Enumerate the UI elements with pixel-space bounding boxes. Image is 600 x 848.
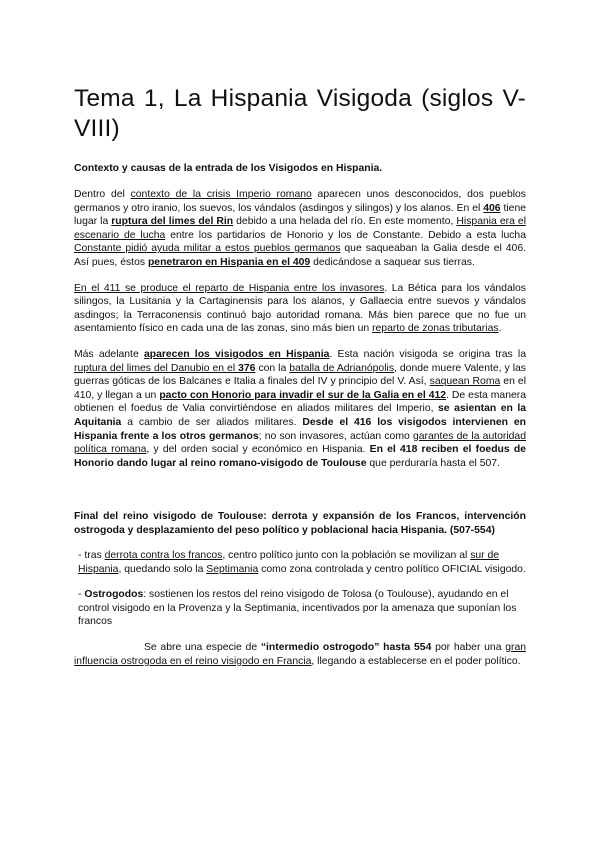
text-run: . La Bética para los vándalos silingos, la Lusitania y la Cartaginensis para los alanos, y Gallaecia entre suevos y vándalos asdingos; la Terraconensis continuó bajo autoridad romana. Más bien parece que no fue un asentamiento físico en cada una de las zonas, sino más bien un [74, 282, 527, 335]
emphasis-bold-underline: 376 [238, 362, 256, 374]
section-heading-context: Contexto y causas de la entrada de los Visigodos en Hispania. [74, 163, 383, 174]
text-run: que saqueaban la Galia desde el 406. Así pues, éstos [74, 243, 527, 268]
text-run: entre los partidarios de Honorio y los de Constante. Debido a esta lucha [165, 229, 526, 241]
text-run: como zona controlada y centro político OFICIAL visigodo. [258, 563, 526, 575]
emphasis-bold-underline: pacto con Honorio para invadir el sur de la Galia en el 412 [159, 389, 447, 401]
text-run: aparecen unos desconocidos, dos pueblos germanos y otro iranio, los suevos, los vándalos (asdingos y silingos) y los alanos. En el [74, 189, 526, 214]
bullet-paragraph [74, 549, 526, 576]
emphasis-underline: contexto de la crisis Imperio romano [130, 189, 312, 200]
text-run: , donde muere Valente, y las guerras góticas de los Balcanes e Italia a finales del IV y principio del V. Así, [74, 362, 526, 388]
text-run: con la [255, 362, 290, 374]
text-run: Dentro del [74, 189, 131, 200]
emphasis-bold: se asientan en la Aquitania [74, 403, 526, 428]
emphasis-bold: “intermedio ostrogodo” hasta 554 [260, 642, 432, 654]
text-run: . Esta nación visigoda se origina tras la [329, 348, 527, 360]
emphasis-bold-underline: aparecen los visigodos en Hispania [143, 348, 330, 360]
text-run: . De esta manera obtienen el foedus de Valia convirtiéndose en aliados militares del Imperio, [74, 389, 527, 415]
emphasis-underline: Septimania [206, 563, 259, 575]
page-title: Tema 1, La Hispania Visigoda (siglos V-VIII) [74, 85, 526, 142]
emphasis-underline: garantes de la autoridad política romana [74, 430, 526, 456]
text-run: Se abre una especie de [144, 642, 261, 654]
text-run: , llegando a establecerse en el poder político. [311, 655, 521, 667]
text-run: tiene lugar la [74, 202, 527, 228]
emphasis-bold-underline: ruptura del limes del Rin [111, 216, 234, 228]
text-run: : sostienen los restos del reino visigodo de Tolosa (o Toulouse), ayudando en el control visigodo en la Provenza y la Septimania, incentivados por la amenaza que suponían los francos [78, 589, 517, 628]
text-run: debido a una helada del río. En este momento, [233, 216, 457, 228]
text-run: . [498, 323, 502, 335]
document-page [74, 84, 526, 680]
emphasis-bold-underline: penetraron en Hispania en el 409 [147, 256, 311, 268]
text-run: - [78, 589, 85, 601]
emphasis-underline: sur de Hispania [78, 550, 500, 575]
text-run: ; no son invasores, actúan como [258, 430, 413, 442]
text-run: en el 410, y llegan a un [74, 376, 526, 401]
text-run: dedicándose a saquear sus tierras. [310, 256, 475, 268]
emphasis-bold: Desde el 416 los visigodos intervienen en Hispania frente a los otros germanos [74, 416, 526, 442]
paragraph [74, 348, 526, 470]
emphasis-underline: ruptura del limes del Danubio en el [74, 362, 239, 374]
text-run: , centro político junto con la población se movilizan al [222, 550, 471, 562]
emphasis-underline: reparto de zonas tributarias [372, 323, 499, 335]
paragraph [74, 188, 526, 270]
section-heading-final: Final del reino visigodo de Toulouse: derrota y expansión de los Francos, intervención ostrogoda y desplazamiento del peso político y poblacional hacia Hispania. (507-554) [74, 511, 526, 536]
text-run: por haber una [431, 642, 506, 654]
emphasis-underline: En el 411 se produce el reparto de Hispania entre los invasores [74, 282, 385, 294]
emphasis-underline: gran influencia ostrogoda en el reino visigodo en Francia [74, 642, 526, 667]
bullet-paragraph [74, 588, 526, 629]
emphasis-bold: Ostrogodos [84, 589, 144, 601]
emphasis-underline: Hispania era el escenario de lucha [74, 216, 527, 241]
emphasis-underline: saquean Roma [429, 376, 501, 388]
emphasis-underline: derrota contra los francos [104, 550, 223, 562]
spacer [74, 482, 526, 510]
text-run: , quedando solo la [118, 563, 207, 575]
paragraph [74, 641, 526, 668]
text-run: Más adelante [74, 348, 144, 360]
emphasis-bold-underline: 406 [483, 202, 501, 214]
text-run: que perduraría hasta el 507. [366, 457, 500, 469]
text-run: , y del orden social y económico en Hispania. [146, 444, 370, 456]
emphasis-bold: En el 418 reciben el foedus de Honorio dando lugar al reino romano-visigodo de Toulouse [74, 444, 526, 469]
emphasis-underline: batalla de Adrianópolis [289, 362, 395, 374]
paragraph [74, 282, 526, 336]
text-run: - tras [78, 550, 105, 562]
text-run: a cambio de ser aliados militares. [121, 416, 303, 428]
emphasis-underline: Constante pidió ayuda militar a estos pueblos germanos [74, 243, 341, 255]
